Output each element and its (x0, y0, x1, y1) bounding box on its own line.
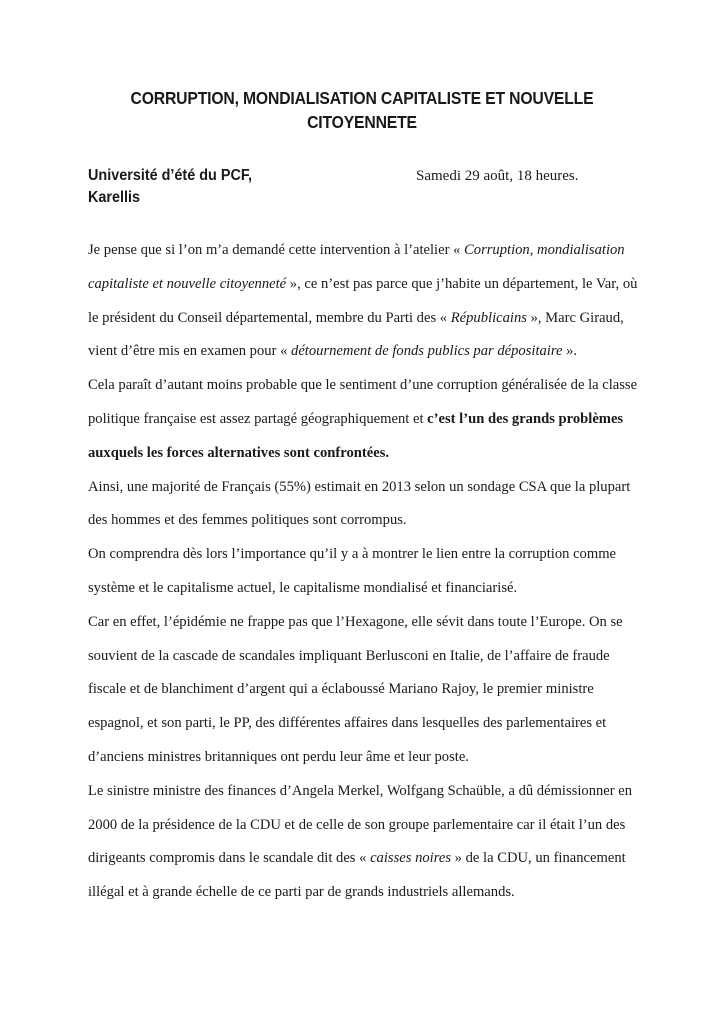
p6-text-a: Le sinistre ministre des finances d’Angela Merkel, Wolfgang Schaüble, a dû démissionner en 2000 de la présidence de la CDU et de celle de son groupe parlementaire car il était l’un des dirigeants compromis dans le scandale dit des « (88, 782, 633, 867)
paragraph-5: Car en effet, l’épidémie ne frappe pas que l’Hexagone, elle sévit dans toute l’Europe. On se souvient de la cascade de scandales impliquant Berlusconi en Italie, de l’affaire de fraude fiscale et de blanchiment d’argent qui a éclaboussé Mariano Rajoy, le premier ministre espagnol, et son parti, le PP, des différentes affaires dans lesquelles des parlementaires et d’anciens ministres britanniques ont perdu leur âme et leur poste. (88, 613, 623, 765)
p1-text-g: ». (562, 343, 578, 360)
paragraph-3: Ainsi, une majorité de Français (55%) estimait en 2013 selon un sondage CSA que la plupart des hommes et des femmes politiques sont corrompus. (88, 478, 631, 529)
p1-text-a: Je pense que si l’on m’a demandé cette intervention à l’atelier « (88, 242, 465, 258)
p1-text-c: », ce n’est pas parce que j’habite un département, le Var, où le président du Conseil départemental, membre du Parti des « (88, 275, 638, 326)
p2-text-a: Cela paraît d’autant moins probable que le sentiment d’une corruption généralisée de la classe politique française est assez partagé géographiquement et (88, 377, 638, 427)
event-date: Samedi 29 août, 18 heures. (416, 168, 579, 184)
paragraph-1 (88, 234, 644, 369)
paragraph-4: On comprendra dès lors l’importance qu’il y a à montrer le lien entre la corruption comme système et le capitalisme actuel, le capitalisme mondialisé et financiarisé. (88, 546, 617, 596)
document-body (88, 234, 644, 910)
event-venue (88, 165, 252, 209)
venue-line-1: Université d’été du PCF, (88, 167, 253, 184)
document-title: CORRUPTION, MONDIALISATION CAPITALISTE ET NOUVELLE CITOYENNETE (130, 88, 594, 132)
p1-italic-workshop-title: Corruption, mondialisation capitaliste et nouvelle citoyenneté (88, 242, 625, 292)
p6-text-c: » de la CDU, un financement illégal et à grande échelle de ce parti par de grands industriels allemands. (88, 850, 626, 901)
venue-line-2: Karellis (88, 189, 141, 206)
p2-bold-statement: c’est l’un des grands problèmes auxquels les forces alternatives sont confrontées. (88, 410, 624, 461)
p6-italic-slush-funds: caisses noires (370, 850, 452, 867)
p1-italic-charge: détournement de fonds publics par dépositaire (291, 343, 563, 360)
paragraph-2 (88, 369, 644, 470)
p1-text-e: », Marc Giraud, vient d’être mis en examen pour « (88, 309, 624, 360)
p1-italic-party-name: Républicains (450, 309, 527, 326)
paragraph-6 (88, 775, 644, 910)
